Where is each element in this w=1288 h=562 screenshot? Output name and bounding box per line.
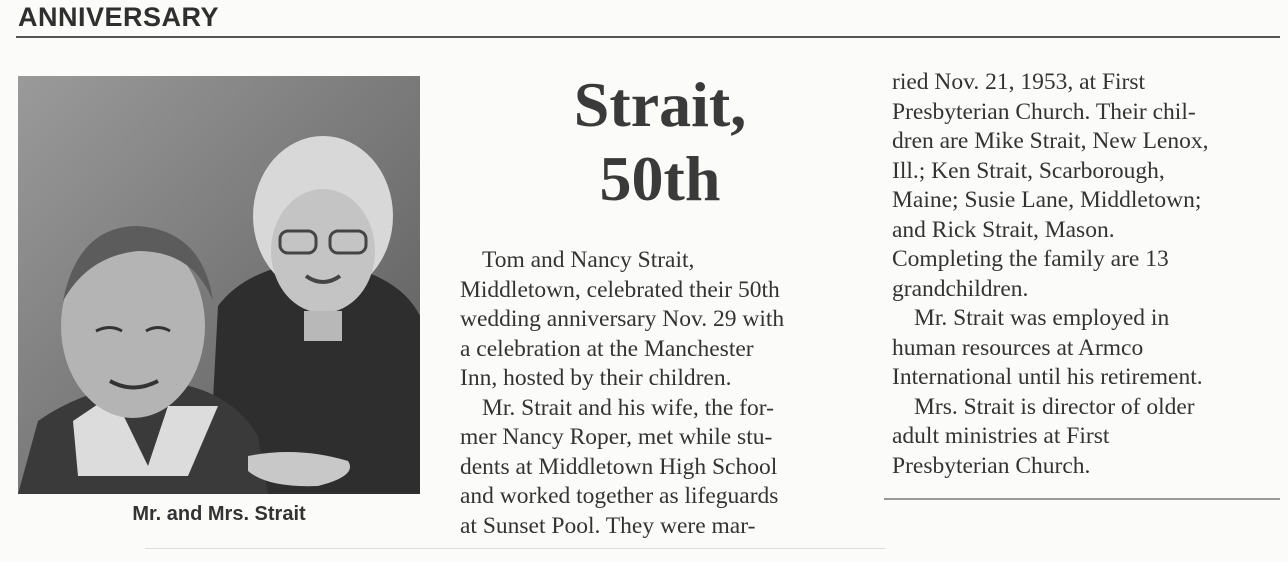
text-line: dents at Middletown High School [460,453,778,480]
text-line: ried Nov. 21, 1953, at First [892,69,1146,95]
photo-caption: Mr. and Mrs. Strait [132,503,306,525]
text-line: wedding anniversary Nov. 29 with [460,306,785,332]
bottom-divider [145,548,885,549]
article-column-2 [892,68,1282,481]
text-line: human resources at Armco [892,334,1144,361]
headline-line-1: Strait, [573,69,747,140]
text-line: Tom and Nancy Strait, [482,247,695,273]
headline-line-2: 50th [599,143,721,214]
text-line: at Sunset Pool. They were mar- [460,512,756,539]
section-title: ANNIVERSARY [18,2,220,32]
text-line: dren are Mike Strait, New Lenox, [892,128,1209,154]
text-line: Presbyterian Church. [892,452,1091,479]
text-line: and Rick Strait, Mason. [892,216,1115,243]
text-line: mer Nancy Roper, met while stu- [460,424,773,450]
text-line: Presbyterian Church. Their chil- [892,98,1196,125]
column-divider [884,498,1280,500]
text-line: Mrs. Strait is director of older [914,393,1195,420]
text-line: Mr. Strait was employed in [914,305,1170,331]
text-line: International until his retirement. [892,364,1203,390]
couple-photo [18,76,420,494]
text-line: Completing the family are 13 [892,246,1169,272]
text-line: adult ministries at First [892,423,1110,449]
headline [520,68,800,216]
section-divider [16,36,1280,38]
article-column-1 [460,246,860,541]
text-line: a celebration at the Manchester [460,335,754,362]
text-line: and worked together as lifeguards [460,483,779,509]
text-line: grandchildren. [892,275,1029,302]
text-line: Mr. Strait and his wife, the for- [482,394,774,421]
text-line: Inn, hosted by their children. [460,365,732,391]
text-line: Ill.; Ken Strait, Scarborough, [892,157,1165,184]
text-line: Maine; Susie Lane, Middletown; [892,187,1202,213]
photo-image [18,76,420,494]
text-line: Middletown, celebrated their 50th [460,276,780,303]
